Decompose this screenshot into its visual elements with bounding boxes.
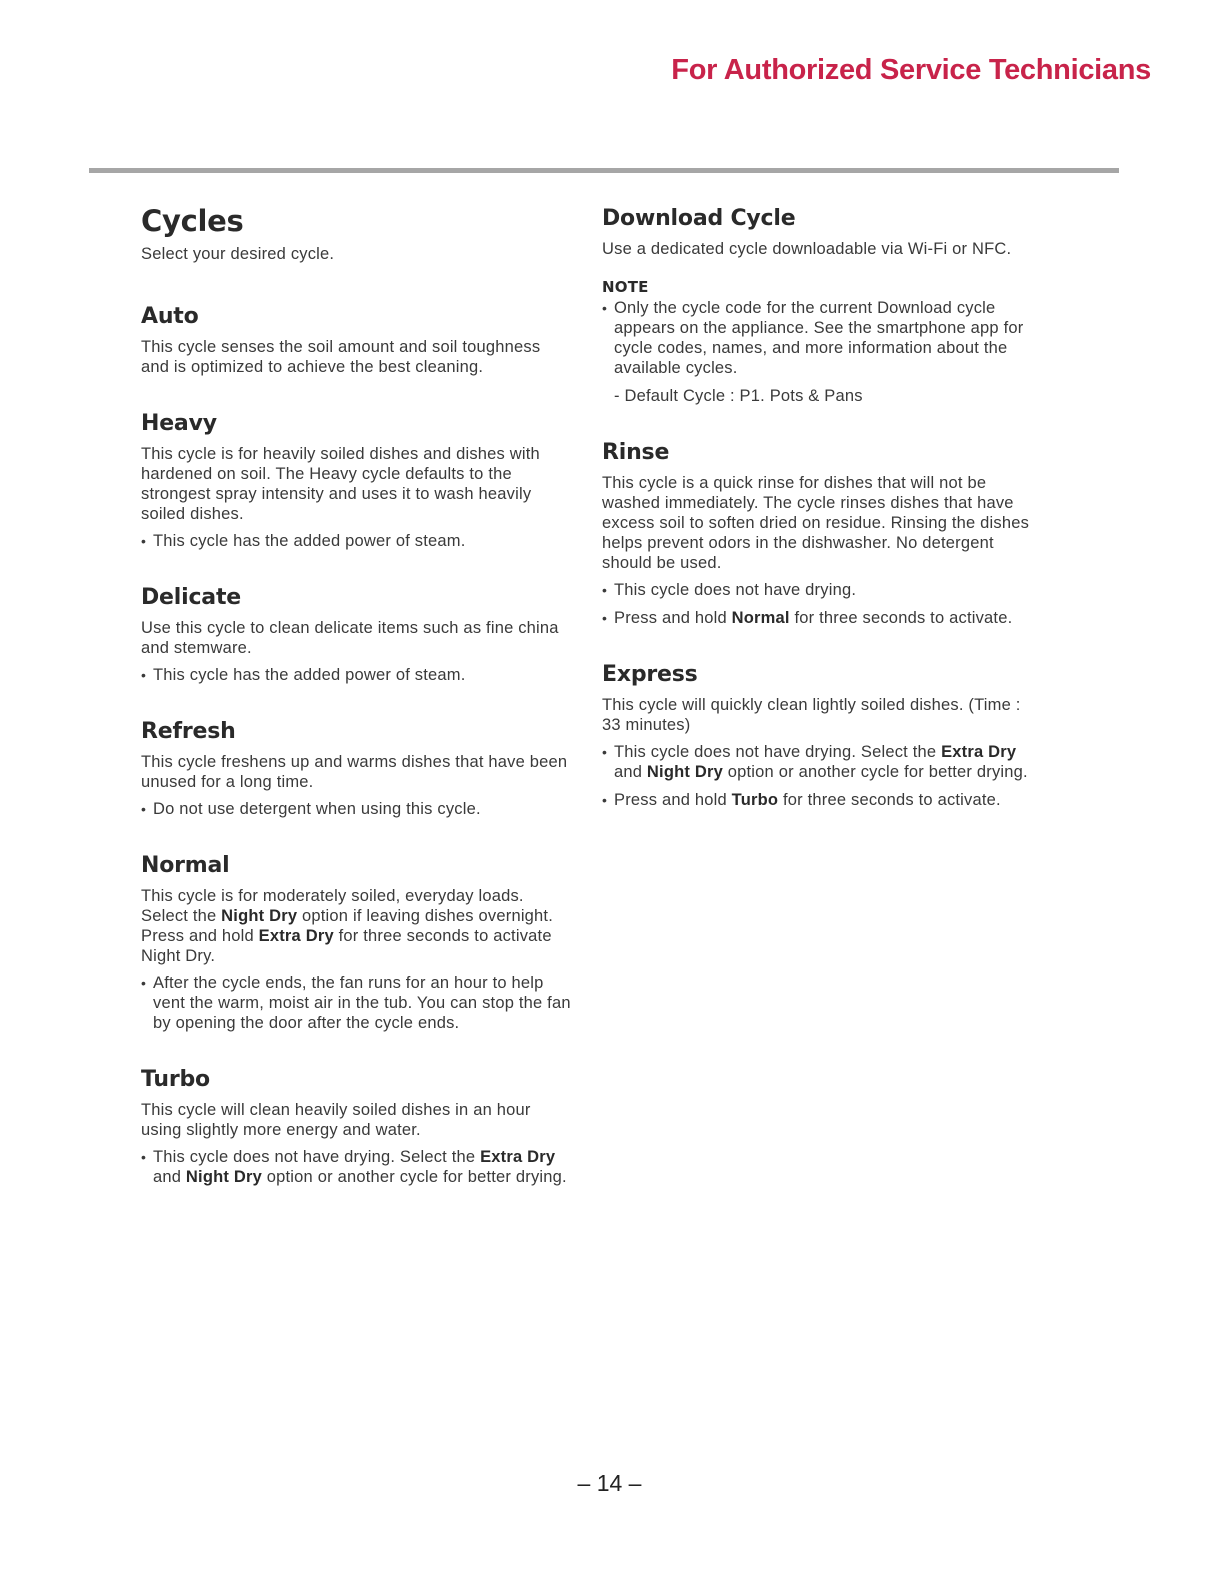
left-column xyxy=(141,200,571,1221)
rinse-body: This cycle is a quick rinse for dishes that will not be washed immediately. The cycle rinses dishes that have excess soil to soften dried on residue. Rinsing the dishes helps prevent odors in the dishwasher. No detergent should be used. xyxy=(602,474,1030,572)
header-banner: For Authorized Service Technicians xyxy=(671,54,1151,86)
download-body: Use a dedicated cycle downloadable via Wi-Fi or NFC. xyxy=(602,240,1012,258)
page-title: Cycles xyxy=(141,204,244,238)
normal-bullets xyxy=(141,973,571,1033)
rinse-bullet-2-text-1: Press and hold xyxy=(614,609,732,627)
download-note-bullets xyxy=(602,298,1032,378)
turbo-bullet-text-1: This cycle does not have drying. Select the xyxy=(153,1148,481,1166)
express-bullet-1-text-2: and xyxy=(614,763,647,781)
rinse-bullet-2-bold: Normal xyxy=(731,609,790,627)
header-divider xyxy=(89,168,1119,173)
normal-body-bold-2: Extra Dry xyxy=(258,927,334,945)
refresh-body: This cycle freshens up and warms dishes that have been unused for a long time. xyxy=(141,753,568,791)
express-bullet-2 xyxy=(602,790,1032,810)
page-number: – 14 – xyxy=(577,1470,642,1496)
normal-bullet-1: • After the cycle ends, the fan runs for an hour to help vent the warm, moist air in the tub. You can stop the fan by opening the door after the cycle ends. xyxy=(141,973,571,1033)
express-bullet-1 xyxy=(602,742,1032,782)
normal-body-text-1: This cycle is for moderately soiled, everyday loads. Select the xyxy=(141,887,524,925)
turbo-bullet-1 xyxy=(141,1147,571,1187)
turbo-bullets xyxy=(141,1147,571,1187)
delicate-section xyxy=(141,585,571,685)
rinse-section xyxy=(602,440,1032,628)
rinse-bullets xyxy=(602,580,1032,628)
rinse-bullet-1: • This cycle does not have drying. xyxy=(602,580,1032,600)
turbo-body: This cycle will clean heavily soiled dishes in an hour using slightly more energy and water. xyxy=(141,1101,531,1139)
express-bullet-2-bold: Turbo xyxy=(731,791,779,809)
refresh-bullets xyxy=(141,799,571,819)
turbo-bullet-text-3: option or another cycle for better drying. xyxy=(261,1168,567,1186)
rinse-bullet-2 xyxy=(602,608,1032,628)
heavy-bullets xyxy=(141,531,571,551)
refresh-section xyxy=(141,719,571,819)
auto-title: Auto xyxy=(141,304,199,329)
express-bullet-1-text-3: option or another cycle for better drying. xyxy=(722,763,1028,781)
normal-body-text-2: option if leaving dishes overnight. Press and hold xyxy=(141,907,554,945)
rinse-bullet-2-text-2: for three seconds to activate. xyxy=(789,609,1013,627)
express-bullet-1-bold-1: Extra Dry xyxy=(941,743,1017,761)
express-bullet-2-text-1: Press and hold xyxy=(614,791,732,809)
right-column xyxy=(602,200,1032,844)
turbo-bullet-text-2: and xyxy=(153,1168,186,1186)
delicate-body: Use this cycle to clean delicate items such as fine china and stemware. xyxy=(141,619,559,657)
express-bullets xyxy=(602,742,1032,810)
normal-title: Normal xyxy=(141,853,230,878)
express-bullet-1-text-1: This cycle does not have drying. Select the xyxy=(614,743,942,761)
cycles-intro-section xyxy=(141,204,571,264)
download-section xyxy=(602,206,1032,406)
normal-section xyxy=(141,853,571,1033)
cycles-intro-text: Select your desired cycle. xyxy=(141,245,335,263)
normal-body-bold-1: Night Dry xyxy=(221,907,298,925)
refresh-bullet-1: • Do not use detergent when using this cycle. xyxy=(141,799,571,819)
delicate-bullet-1: • This cycle has the added power of steam. xyxy=(141,665,571,685)
download-title: Download Cycle xyxy=(602,206,796,231)
express-title: Express xyxy=(602,662,698,687)
turbo-bullet-bold-1: Extra Dry xyxy=(480,1148,556,1166)
turbo-title: Turbo xyxy=(141,1067,210,1092)
auto-body: This cycle senses the soil amount and soil toughness and is optimized to achieve the best cleaning. xyxy=(141,338,541,376)
download-note-bullet-1: • Only the cycle code for the current Download cycle appears on the appliance. See the smartphone app for cycle codes, names, and more information about the available cycles. xyxy=(602,298,1032,378)
turbo-bullet-bold-2: Night Dry xyxy=(185,1168,262,1186)
normal-body xyxy=(141,886,571,966)
note-label: NOTE xyxy=(602,278,649,296)
auto-section xyxy=(141,304,571,377)
heavy-body: This cycle is for heavily soiled dishes and dishes with hardened on soil. The Heavy cycle defaults to the strongest spray intensity and uses it to wash heavily soiled dishes. xyxy=(141,445,540,523)
express-body: This cycle will quickly clean lightly soiled dishes. (Time : 33 minutes) xyxy=(602,696,1021,734)
express-section xyxy=(602,662,1032,810)
heavy-bullet-1: • This cycle has the added power of steam. xyxy=(141,531,571,551)
normal-body-text-3: for three seconds to activate Night Dry. xyxy=(141,927,552,965)
rinse-title: Rinse xyxy=(602,440,670,465)
delicate-title: Delicate xyxy=(141,585,241,610)
download-default-cycle: - Default Cycle : P1. Pots & Pans xyxy=(614,387,863,405)
delicate-bullets xyxy=(141,665,571,685)
express-bullet-1-bold-2: Night Dry xyxy=(646,763,723,781)
refresh-title: Refresh xyxy=(141,719,236,744)
heavy-section xyxy=(141,411,571,551)
heavy-title: Heavy xyxy=(141,411,217,436)
turbo-section xyxy=(141,1067,571,1187)
express-bullet-2-text-2: for three seconds to activate. xyxy=(778,791,1001,809)
